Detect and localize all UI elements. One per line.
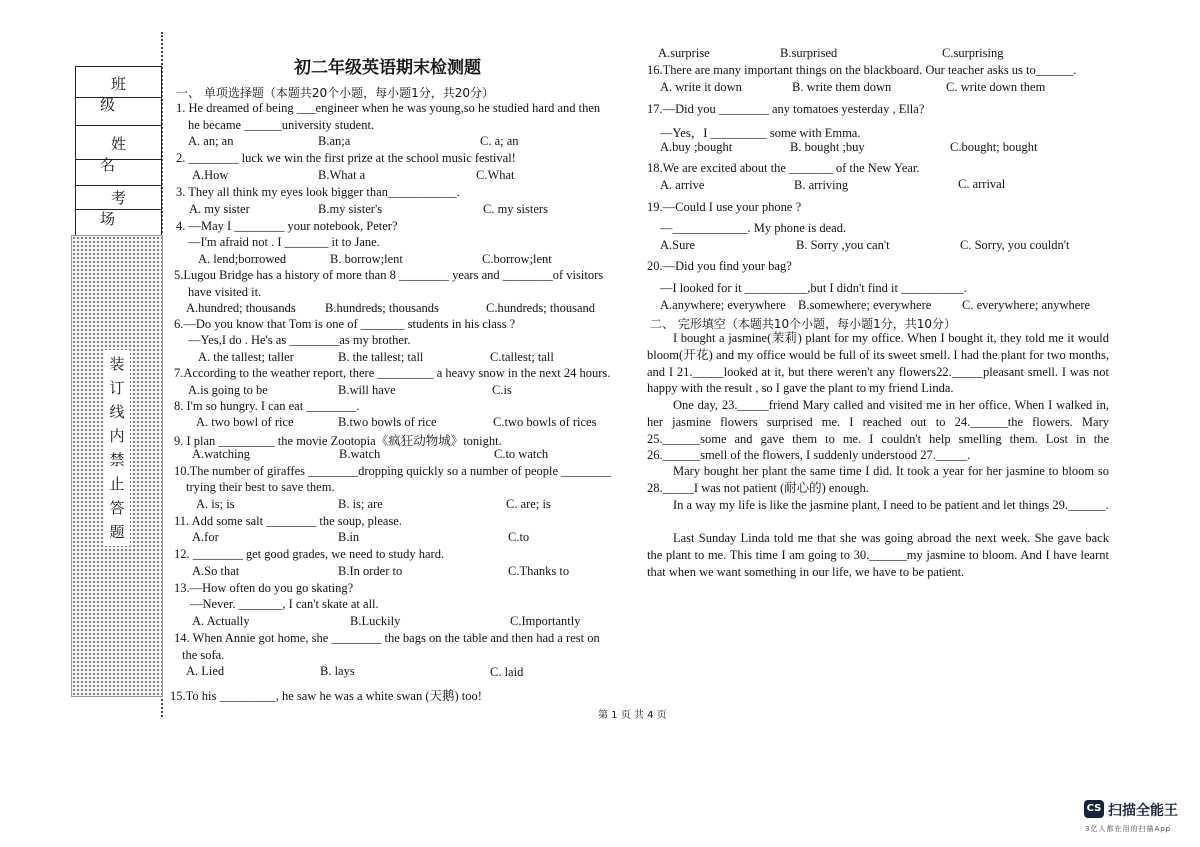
option-b: B.What a: [318, 168, 366, 182]
question-line: 12. ________ get good grades, we need to study hard.: [174, 547, 445, 561]
option-c: C. laid: [490, 665, 524, 679]
room-field: [76, 209, 161, 235]
binding-warning-text: 装订线内禁止答题: [109, 355, 125, 541]
question-line: he became ______university student.: [188, 118, 375, 132]
option-c: C.borrow;lent: [482, 252, 552, 266]
option-c: C. everywhere; anywhere: [962, 298, 1091, 312]
question-line: 16.There are many important things on the blackboard. Our teacher asks us to______.: [647, 63, 1077, 77]
option-a: A. write it down: [660, 80, 742, 94]
option-a: A. two bowl of rice: [196, 415, 294, 429]
question-line: 4. —May I ________ your notebook, Peter?: [176, 219, 398, 233]
question-line: trying their best to save them.: [186, 480, 335, 494]
option-a: A. arrive: [660, 178, 705, 192]
option-b: B.In order to: [338, 564, 403, 578]
camscanner-tagline: 3亿人都在用的扫描App: [1085, 825, 1172, 833]
option-a: A. my sister: [189, 202, 250, 216]
name-cell: [76, 125, 161, 174]
name-label: 姓名: [99, 135, 148, 174]
question-line: 10.The number of giraffes ________dropping quickly so a number of people ________: [174, 464, 612, 478]
option-c: C. write down them: [946, 80, 1046, 94]
question-line: 6.—Do you know that Tom is one of _______ students in his class ?: [174, 317, 516, 331]
option-b: B.Luckily: [350, 614, 401, 628]
option-a: A. Actually: [192, 614, 250, 628]
question-line: 15.To his _________, he saw he was a white swan (天鹅) too!: [170, 689, 482, 703]
option-a: A.surprise: [658, 46, 710, 60]
cloze-paragraph: Mary bought her plant the same time I did. It took a year for her jasmine to bloom so 28._____I was not patient (耐心的) enough.: [647, 464, 1109, 495]
option-a: A.for: [192, 530, 219, 544]
option-b: B. lays: [320, 664, 355, 678]
question-line: 19.—Could I use your phone ?: [647, 200, 802, 214]
question-line: 17.—Did you ________ any tomatoes yesterday , Ella?: [647, 102, 925, 116]
question-line: —Never. _______, I can't skate at all.: [190, 597, 379, 611]
question-line: 20.—Did you find your bag?: [647, 259, 792, 273]
option-c: C.surprising: [942, 46, 1004, 60]
question-line: 7.According to the weather report, there _________ a heavy snow in the next 24 hours.: [174, 366, 611, 380]
option-b: B.surprised: [780, 46, 838, 60]
option-c: C.bought; bought: [950, 140, 1038, 154]
exam-title: 初二年级英语期末检测题: [294, 58, 481, 78]
room-label: 考场: [99, 189, 148, 228]
room-cell: [76, 185, 161, 228]
question-line: the sofa.: [182, 648, 225, 662]
cloze-paragraph: In a way my life is like the jasmine plant, I need to be patient and let things 29.______.: [673, 498, 1109, 512]
class-label: 班级: [99, 75, 148, 114]
option-b: B.an;a: [318, 134, 351, 148]
option-b: B.two bowls of rice: [338, 415, 437, 429]
question-line: 2. ________ luck we win the first prize at the school music festival!: [176, 151, 516, 165]
camscanner-name: 扫描全能王: [1108, 803, 1178, 819]
name-field: [76, 159, 161, 186]
option-c: C. a; an: [480, 134, 519, 148]
option-c: C.hundreds; thousand: [486, 301, 596, 315]
option-b: B. the tallest; tall: [338, 350, 424, 364]
question-line: 1. He dreamed of being ___engineer when he was young,so he studied hard and then: [176, 101, 601, 115]
student-info-box: [75, 66, 162, 237]
option-b: B. is; are: [338, 497, 383, 511]
option-a: A.is going to be: [188, 383, 268, 397]
cloze-paragraph: Last Sunday Linda told me that she was going abroad the next week. She gave back the plant to me. This time I am going to 30.______my jasmine to bloom. And I have learnt that when we want something in our life, we have to be patient.: [647, 531, 1109, 579]
option-b: B. arriving: [794, 178, 849, 192]
option-a: A.How: [192, 168, 229, 182]
option-c: C.to: [508, 530, 530, 544]
option-c: C. my sisters: [483, 202, 548, 216]
option-a: A.hundred; thousands: [186, 301, 296, 315]
question-line: 18.We are excited about the _______ of the New Year.: [647, 161, 920, 175]
question-line: 9. I plan _________ the movie Zootopia《疯狂动物城》tonight.: [174, 434, 502, 448]
question-line: 14. When Annie got home, she ________ the bags on the table and then had a rest on: [174, 631, 600, 645]
question-line: —I'm afraid not . I _______ it to Jane.: [188, 235, 380, 249]
question-line: —Yes，I _________ some with Emma.: [660, 126, 861, 140]
option-c: C. arrival: [958, 177, 1006, 191]
option-c: C. Sorry, you couldn't: [960, 238, 1070, 252]
question-line: —Yes,I do . He's as ________as my brother.: [188, 333, 411, 347]
cloze-paragraph: I bought a jasmine(茉莉) plant for my office. When I bought it, they told me it would bloom(开花) and my office would be full of its sweet smell. I had the plant for two months, and I 21._____looked at it, but there weren't any flowers22._____pleasant smell. I was not happy with the result , so I gave the plant to my friend Linda.: [647, 331, 1109, 396]
option-c: C.Thanks to: [508, 564, 570, 578]
page-number: 第 1 页 共 4 页: [598, 710, 667, 721]
question-line: 11. Add some salt ________ the soup, please.: [174, 514, 402, 528]
option-c: C.to watch: [494, 447, 549, 461]
option-b: B.watch: [339, 447, 381, 461]
option-b: B. bought ;buy: [790, 140, 865, 154]
option-b: B.somewhere; everywhere: [798, 298, 932, 312]
binding-warning: [104, 350, 130, 546]
camscanner-logo-icon: CS: [1084, 800, 1104, 818]
option-a: A.Sure: [660, 238, 696, 252]
option-b: B.will have: [338, 383, 396, 397]
question-line: have visited it.: [188, 285, 262, 299]
option-b: B.my sister's: [318, 202, 383, 216]
option-b: B.hundreds; thousands: [325, 301, 439, 315]
option-a: A.watching: [192, 447, 250, 461]
option-c: C.tallest; tall: [490, 350, 554, 364]
question-line: —____________. My phone is dead.: [660, 221, 847, 235]
option-b: B. borrow;lent: [330, 252, 403, 266]
cloze-paragraph: One day, 23._____friend Mary called and visited me in her office. When I walked in, her jasmine flowers surprised me. I reached out to 24.______the flowers. Mary 25.______some and gave them to me. I couldn't help smelling them. Lost in the 26.______smell of the flowers, I suddenly understood 27._____.: [647, 398, 1109, 463]
question-line: —I looked for it __________,but I didn't find it __________.: [660, 281, 967, 295]
option-a: A.So that: [192, 564, 240, 578]
option-a: A. lend;borrowed: [198, 252, 287, 266]
question-line: 13.—How often do you go skating?: [174, 581, 354, 595]
question-line: 3. They all think my eyes look bigger than___________.: [176, 185, 460, 199]
option-a: A.buy ;bought: [660, 140, 733, 154]
option-c: C.is: [492, 383, 512, 397]
option-a: A. is; is: [196, 497, 235, 511]
option-b: B. Sorry ,you can't: [796, 238, 890, 252]
question-line: 5.Lugou Bridge has a history of more than 8 ________ years and ________of visitors: [174, 268, 604, 282]
option-b: B. write them down: [792, 80, 892, 94]
section-1-header: 一、 单项选择题（本题共20个小题，每小题1分，共20分）: [176, 86, 494, 100]
option-c: C. are; is: [506, 497, 551, 511]
option-a: A. the tallest; taller: [198, 350, 294, 364]
class-cell: [76, 67, 161, 114]
question-line: 8. I'm so hungry. I can eat ________.: [174, 399, 360, 413]
option-a: A. Lied: [186, 664, 225, 678]
section-2-header: 二、 完形填空（本题共10个小题，每小题1分，共10分）: [650, 317, 956, 331]
option-c: C.two bowls of rices: [493, 415, 597, 429]
option-a: A.anywhere; everywhere: [660, 298, 786, 312]
option-a: A. an; an: [188, 134, 234, 148]
option-c: C.What: [476, 168, 515, 182]
option-b: B.in: [338, 530, 360, 544]
option-c: C.Importantly: [510, 614, 581, 628]
class-field: [76, 97, 161, 126]
